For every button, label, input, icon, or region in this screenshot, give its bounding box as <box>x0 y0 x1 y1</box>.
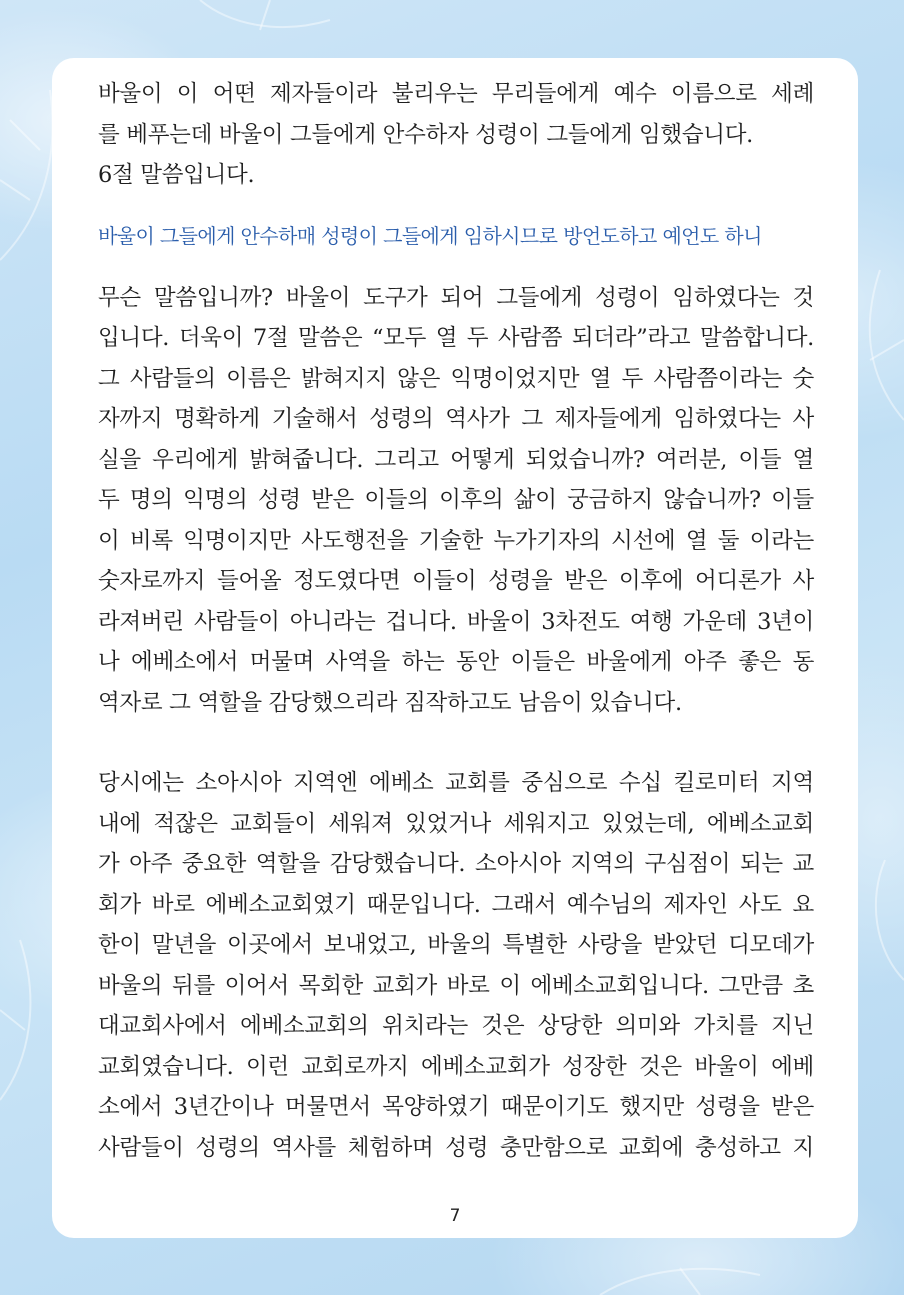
paragraph-2 <box>98 278 814 724</box>
text-line: 교회였습니다. 이런 교회로까지 에베소교회가 성장한 것은 바울이 에베 <box>98 1053 814 1080</box>
text-line: 회가 바로 에베소교회였기 때문입니다. 그래서 예수님의 제자인 사도 요 <box>98 891 814 918</box>
text-line: 자까지 명확하게 기술해서 성령의 역사가 그 제자들에게 임하였다는 사 <box>98 406 814 432</box>
text-line: 를 베푸는데 바울이 그들에게 안수하자 성령이 그들에게 임했습니다. <box>98 121 753 148</box>
paragraph-gap <box>98 723 814 763</box>
text-line: 사람들이 성령의 역사를 체험하며 성령 충만함으로 교회에 충성하고 지 <box>98 1134 814 1161</box>
text-line: 나 에베소에서 머물며 사역을 하는 동안 이들은 바울에게 아주 좋은 동 <box>98 649 814 675</box>
text-line: 숫자로까지 들어올 정도였다면 이들이 성령을 받은 이후에 어디론가 사 <box>98 568 814 594</box>
text-line: 6절 말씀입니다. <box>98 162 255 188</box>
paragraph-1 <box>98 74 814 196</box>
text-line: 이 비록 익명이지만 사도행전을 기술한 누가기자의 시선에 열 둘 이라는 <box>98 527 814 554</box>
text-line: 대교회사에서 에베소교회의 위치라는 것은 상당한 의미와 가치를 지닌 <box>98 1013 814 1039</box>
text-line: 실을 우리에게 밝혀줍니다. 그리고 어떻게 되었습니까? 여러분, 이들 열 <box>98 446 814 473</box>
text-line: 소에서 3년간이나 머물면서 목양하였기 때문이기도 했지만 성령을 받은 <box>98 1094 814 1120</box>
text-line: 그 사람들의 이름은 밝혀지지 않은 익명이었지만 열 두 사람쯤이라는 숫 <box>98 365 814 392</box>
paragraph-3 <box>98 763 814 1168</box>
text-line: 한이 말년을 이곳에서 보내었고, 바울의 특별한 사랑을 받았던 디모데가 <box>98 932 814 958</box>
text-line: 입니다. 더욱이 7절 말씀은 “모두 열 두 사람쯤 되더라”라고 말씀합니다. <box>98 325 814 351</box>
page-card <box>52 58 858 1238</box>
text-line: 당시에는 소아시아 지역엔 에베소 교회를 중심으로 수십 킬로미터 지역 <box>98 770 814 796</box>
text-line: 바울이 이 어떤 제자들이라 불리우는 무리들에게 예수 이름으로 세례 <box>98 81 814 107</box>
text-line: 라져버린 사람들이 아니라는 겁니다. 바울이 3차전도 여행 가운데 3년이 <box>98 608 814 635</box>
text-line: 내에 적잖은 교회들이 세워져 있었거나 세워지고 있었는데, 에베소교회 <box>98 810 814 837</box>
text-line: 무슨 말씀입니까? 바울이 도구가 되어 그들에게 성령이 임하였다는 것 <box>98 284 814 311</box>
verse-quote: 바울이 그들에게 안수하매 성령이 그들에게 임하시므로 방언도하고 예언도 하니 <box>98 223 762 248</box>
text-line: 바울의 뒤를 이어서 목회한 교회가 바로 이 에베소교회입니다. 그만큼 초 <box>98 972 814 999</box>
text-line: 두 명의 익명의 성령 받은 이들의 이후의 삶이 궁금하지 않습니까? 이들 <box>98 487 814 513</box>
text-line: 역자로 그 역할을 감당했으리라 짐작하고도 남음이 있습니다. <box>98 689 682 716</box>
page-number: 7 <box>449 1206 461 1226</box>
text-line: 가 아주 중요한 역할을 감당했습니다. 소아시아 지역의 구심점이 되는 교 <box>98 851 814 877</box>
